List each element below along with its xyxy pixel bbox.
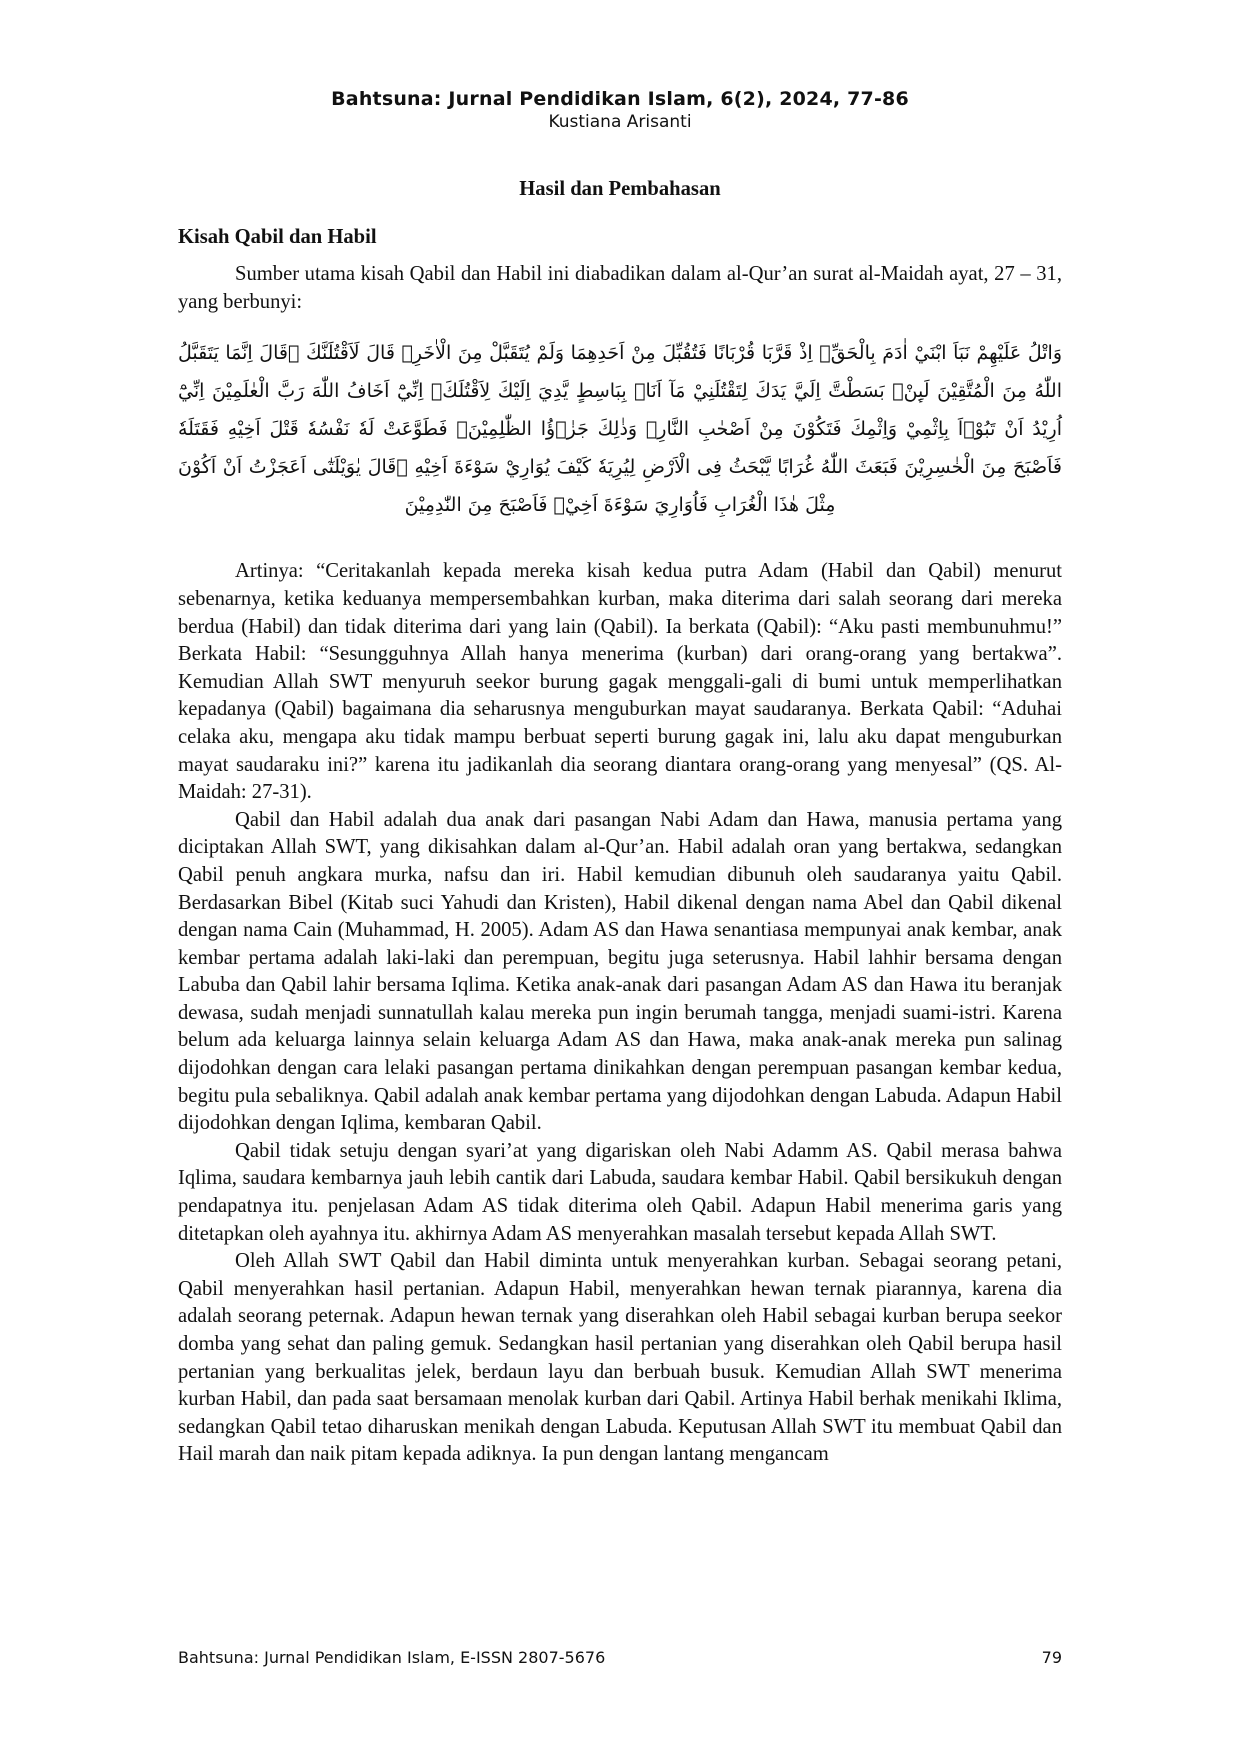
body-paragraph: Qabil tidak setuju dengan syari’at yang digariskan oleh Nabi Adamm AS. Qabil merasa bahwa Iqlima, saudara kembarnya jauh lebih cantik dari Labuda, saudara kembar Habil. Qabil bersikukuh dengan pendapatnya itu. penjelasan Adam AS tidak diterima oleh Qabil. Adapun Habil menerima garis yang ditetapkan oleh ayahnya itu. akhirnya Adam AS menyerahkan masalah tersebut kepada Allah SWT. [178,1139,1062,1245]
body-paragraph: Oleh Allah SWT Qabil dan Habil diminta untuk menyerahkan kurban. Sebagai seorang petani, Qabil menyerahkan hasil pertanian. Adapun Habil, menyerahkan hewan ternak piarannya, karena dia adalah seorang peternak. Adapun hewan ternak yang diserahkan oleh Habil sebagai kurban berupa seekor domba yang sehat dan paling gemuk. Sedangkan hasil pertanian yang diserahkan oleh Qabil berupa hasil pertanian yang berkualitas jelek, berdaun layu dan berbuah busuk. Kemudian Allah SWT menerima kurban Habil, dan pada saat bersamaan menolak kurban dari Qabil. Artinya Habil berhak menikahi Iklima, sedangkan Qabil tetao diharuskan menikah dengan Labuda. Keputusan Allah SWT itu membuat Qabil dan Hail marah dan naik pitam kepada adiknya. Ia pun dengan lantang mengancam [178,1250,1062,1466]
author-name: Kustiana Arisanti [548,112,692,132]
page-number: 79 [1041,1648,1062,1667]
intro-paragraph: Sumber utama kisah Qabil dan Habil ini diabadikan dalam al-Qur’an surat al-Maidah ayat, 27 – 31, yang berbunyi: [178,263,1062,313]
running-header [0,88,1240,132]
main-content [178,176,1062,1469]
footer-journal-issn: Bahtsuna: Jurnal Pendidikan Islam, E-ISSN 2807-5676 [178,1648,606,1667]
body-paragraph: Artinya: “Ceritakanlah kepada mereka kisah kedua putra Adam (Habil dan Qabil) menurut sebenarnya, ketika keduanya mempersembahkan kurban, maka diterima dari salah seorang dari mereka berdua (Habil) dan tidak diterima dari yang lain (Qabil). Ia berkata (Qabil): “Aku pasti membunuhmu!” Berkata Habil: “Sesungguhnya Allah hanya menerima (kurban) dari orang-orang yang bertakwa”. Kemudian Allah SWT menyuruh seekor burung gagak menggali-gali di bumi untuk memperlihatkan kepadanya (Qabil) bagaimana dia seharusnya menguburkan mayat saudaranya. Berkata Qabil: “Aduhai celaka aku, mengapa aku tidak mampu berbuat seperti burung gagak ini, lalu aku dapat menguburkan mayat saudaraku ini?” karena itu jadikanlah dia seorang diantara orang-orang yang menyesal” (QS. Al-Maidah: 27-31). [178,560,1062,804]
section-heading: Hasil dan Pembahasan [519,178,721,200]
body-paragraph: Qabil dan Habil adalah dua anak dari pasangan Nabi Adam dan Hawa, manusia pertama yang diciptakan Allah SWT, yang dikisahkan dalam al-Qur’an. Habil adalah oran yang bertakwa, sedangkan Qabil penuh angkara murka, nafsu dan iri. Habil kemudian dibunuh oleh saudaranya yaitu Qabil. Berdasarkan Bibel (Kitab suci Yahudi dan Kristen), Habil dikenal dengan nama Abel dan Qabil dikenal dengan nama Cain (Muhammad, H. 2005). Adam AS dan Hawa senantiasa mempunyai anak kembar, anak kembar pertama adalah laki-laki dan perempuan, begitu juga seterusnya. Habil lahhir bersama dengan Labuba dan Qabil lahir bersama Iqlima. Ketika anak-anak dari pasangan Adam AS dan Hawa itu beranjak dewasa, sudah menjadi sunnatullah kalau mereka pun ingin berumah tangga, menjadi suami-istri. Karena belum ada keluarga lainnya selain keluarga Adam AS dan Hawa, maka anak-anak mereka pun salinag dijodohkan dengan cara lelaki pasangan pertama dinikahkan dengan perempuan pasangan kembar kedua, begitu pula sebaliknya. Qabil adalah anak kembar pertama yang dijodohkan dengan Labuda. Adapun Habil dijodohkan dengan Iqlima, kembaran Qabil. [178,808,1062,1135]
subsection-heading: Kisah Qabil dan Habil [178,225,377,248]
quran-verse-arabic: وَاتْلُ عَلَيْهِمْ نَبَاَ ابْنَيْ اٰدَمَ بِالْحَقِّۘ اِذْ قَرَّبَا قُرْبَانًا فَتُقُبِّلَ مِنْ اَحَدِهِمَا وَلَمْ يُتَقَبَّلْ مِنَ الْاٰخَرِۗ قَالَ لَاَقْتُلَنَّكَ ۗقَالَ اِنَّمَا يَتَقَبَّلُ اللّٰهُ مِنَ الْمُتَّقِيْنَ لَىِٕنْۢ بَسَطْتَّ اِلَيَّ يَدَكَ لِتَقْتُلَنِيْ مَآ اَنَا۠ بِبَاسِطٍ يَّدِيَ اِلَيْكَ لِاَقْتُلَكَۚ اِنِّيْٓ اَخَافُ اللّٰهَ رَبَّ الْعٰلَمِيْنَ اِنِّيْٓ اُرِيْدُ اَنْ تَبُوْۤاَ بِاِثْمِيْ وَاِثْمِكَ فَتَكُوْنَ مِنْ اَصْحٰبِ النَّارِۚ وَذٰلِكَ جَزٰۤؤُا الظّٰلِمِيْنَۚ فَطَوَّعَتْ لَهٗ نَفْسُهٗ قَتْلَ اَخِيْهِ فَقَتَلَهٗ فَاَصْبَحَ مِنَ الْخٰسِرِيْنَ فَبَعَثَ اللّٰهُ غُرَابًا يَّبْحَثُ فِى الْاَرْضِ لِيُرِيَهٗ كَيْفَ يُوَارِيْ سَوْءَةَ اَخِيْهِ ۗقَالَ يٰوَيْلَتٰٓى اَعَجَزْتُ اَنْ اَكُوْنَ مِثْلَ هٰذَا الْغُرَابِ فَاُوَارِيَ سَوْءَةَ اَخِيْۚ فَاَصْبَحَ مِنَ النّٰدِمِيْنَ [178,342,1062,517]
journal-citation: Bahtsuna: Jurnal Pendidikan Islam, 6(2), 2024, 77-86 [331,88,909,110]
